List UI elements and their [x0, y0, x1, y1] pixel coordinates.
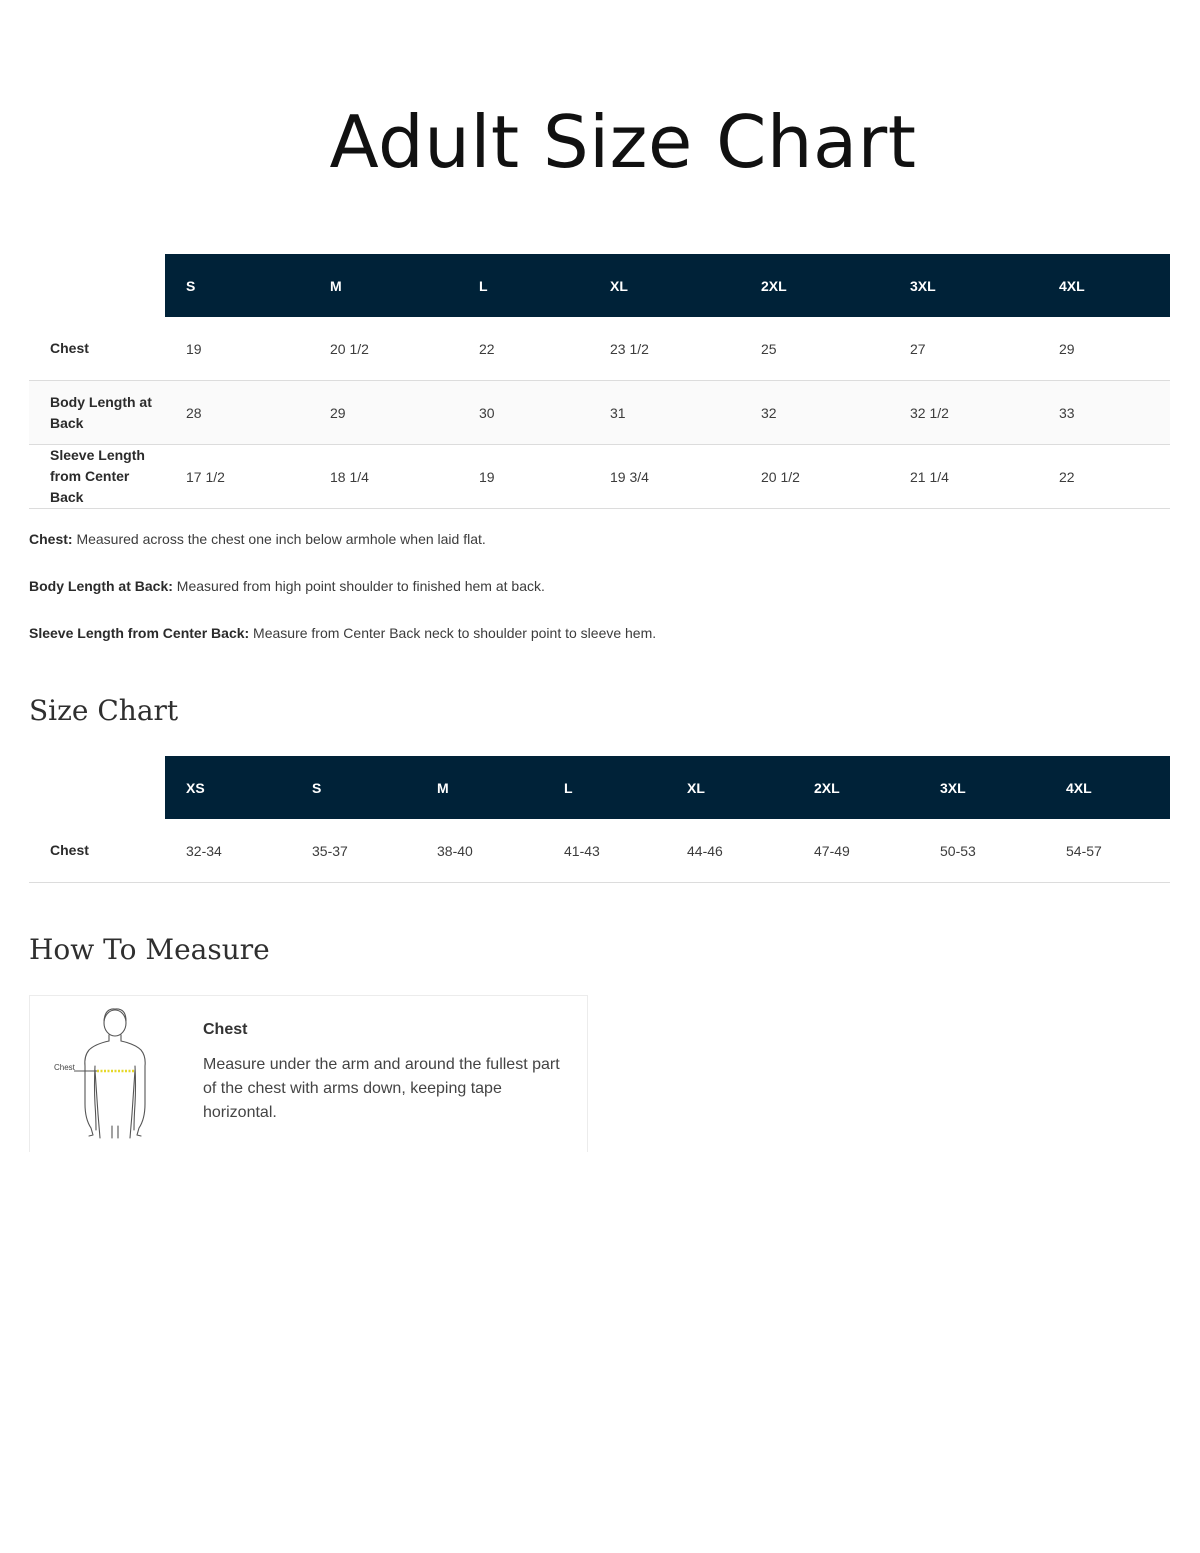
table-cell: 17 1/2 [165, 445, 309, 509]
table-cell: 44-46 [666, 819, 793, 883]
table-cell: 31 [589, 381, 740, 445]
table-cell: 25 [740, 317, 889, 381]
note-chest [29, 531, 486, 547]
note-term: Body Length at Back: [29, 578, 173, 594]
table-cell: 33 [1038, 381, 1170, 445]
measure-card-chest [29, 995, 588, 1152]
note-sleeve-length [29, 625, 656, 641]
table-cell: 23 1/2 [589, 317, 740, 381]
table-cell: 18 1/4 [309, 445, 458, 509]
header-corner [29, 756, 165, 819]
header-corner [29, 254, 165, 317]
table-cell: 47-49 [793, 819, 919, 883]
table-row [29, 317, 1170, 381]
table-cell: 19 [165, 317, 309, 381]
header-size: 2XL [740, 254, 889, 317]
page-title: Adult Size Chart [329, 100, 917, 185]
header-size: L [458, 254, 589, 317]
adult-size-table [29, 254, 1170, 509]
table-cell: 19 3/4 [589, 445, 740, 509]
table-cell: 30 [458, 381, 589, 445]
table-header-row [29, 254, 1170, 317]
table-row [29, 819, 1170, 883]
note-body-length [29, 578, 545, 594]
table-cell: 32 1/2 [889, 381, 1038, 445]
figure-label: Chest [54, 1063, 75, 1072]
header-size: M [416, 756, 543, 819]
table-cell: 28 [165, 381, 309, 445]
table-row [29, 381, 1170, 445]
table-cell: 50-53 [919, 819, 1045, 883]
note-text: Measure from Center Back neck to shoulder point to sleeve hem. [249, 625, 657, 641]
note-text: Measured from high point shoulder to finished hem at back. [172, 578, 545, 594]
body-outline-icon [48, 1004, 178, 1144]
header-size: 3XL [919, 756, 1045, 819]
table-cell: 19 [458, 445, 589, 509]
table-cell: 35-37 [291, 819, 416, 883]
size-chart-heading: Size Chart [29, 694, 179, 727]
table-cell: 54-57 [1045, 819, 1170, 883]
how-to-measure-heading: How To Measure [29, 933, 270, 966]
note-text: Measured across the chest one inch below armhole when laid flat. [72, 531, 486, 547]
note-term: Sleeve Length from Center Back: [29, 625, 250, 641]
table-header-row [29, 756, 1170, 819]
table-cell: 22 [458, 317, 589, 381]
table-cell: 22 [1038, 445, 1170, 509]
table-row [29, 445, 1170, 509]
table-cell: 38-40 [416, 819, 543, 883]
header-size: S [165, 254, 309, 317]
table-cell: 21 1/4 [889, 445, 1038, 509]
table-cell: 41-43 [543, 819, 666, 883]
header-size: XS [165, 756, 291, 819]
header-size: XL [666, 756, 793, 819]
table-cell: 29 [1038, 317, 1170, 381]
table-cell: 20 1/2 [309, 317, 458, 381]
row-label: Chest [29, 819, 165, 883]
measure-item-text: Measure under the arm and around the fullest part of the chest with arms down, keeping tape horizontal. [203, 1056, 560, 1121]
table-cell: 29 [309, 381, 458, 445]
row-label: Body Length at Back [29, 381, 165, 445]
header-size: L [543, 756, 666, 819]
table-cell: 27 [889, 317, 1038, 381]
table-cell: 32-34 [165, 819, 291, 883]
size-chart-table [29, 756, 1170, 883]
header-size: M [309, 254, 458, 317]
header-size: 3XL [889, 254, 1038, 317]
header-size: 2XL [793, 756, 919, 819]
header-size: 4XL [1038, 254, 1170, 317]
header-size: XL [589, 254, 740, 317]
note-term: Chest: [29, 531, 73, 547]
table-cell: 20 1/2 [740, 445, 889, 509]
measure-item-title: Chest [203, 1021, 248, 1038]
table-cell: 32 [740, 381, 889, 445]
header-size: S [291, 756, 416, 819]
header-size: 4XL [1045, 756, 1170, 819]
row-label: Sleeve Length from Center Back [29, 445, 165, 509]
row-label: Chest [29, 317, 165, 381]
